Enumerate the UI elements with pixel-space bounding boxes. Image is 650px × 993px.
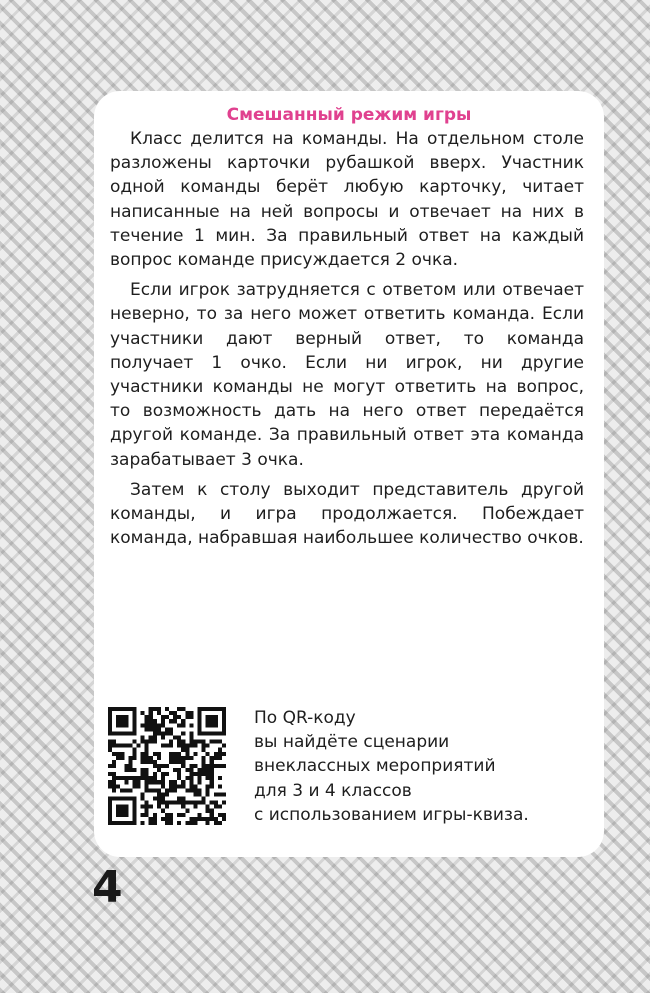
body-text [110, 127, 584, 556]
qr-caption-line: для 3 и 4 классов [254, 780, 412, 801]
qr-caption [254, 706, 584, 827]
qr-caption-line: вы найдёте сценарии [254, 732, 450, 753]
paragraph: Если игрок затрудняется с ответом или отвечает неверно, то за него может ответить команда. Если участники дают верный ответ, то команда получает 1 очко. Если ни игрок, ни другие участники команды не могут ответить на вопрос, то возможность дать на него ответ передаётся другой команде. За правильный ответ эта команда зарабатывает 3 очка. [110, 280, 584, 470]
section-title: Смешанный режим игры [226, 105, 472, 125]
qr-caption-line: внеклассных мероприятий [254, 756, 496, 777]
qr-caption-line: По QR-коду [254, 708, 356, 728]
page-number: 4 [92, 862, 123, 913]
paragraph: Затем к столу выходит представитель другой команды, и игра продолжается. Побеждает команда, набравшая наибольшее количество очков. [110, 479, 584, 549]
qr-caption-line: с использованием игры-квиза. [254, 804, 529, 825]
paragraph: Класс делится на команды. На отдельном столе разложены карточки рубашкой вверх. Участник одной команды берёт любую карточку, читает написанные на ней вопросы и отвечает на них в течение 1 мин. За правильный ответ на каждый вопрос команде присуждается 2 очка. [110, 129, 584, 271]
qr-code-icon [108, 707, 226, 825]
